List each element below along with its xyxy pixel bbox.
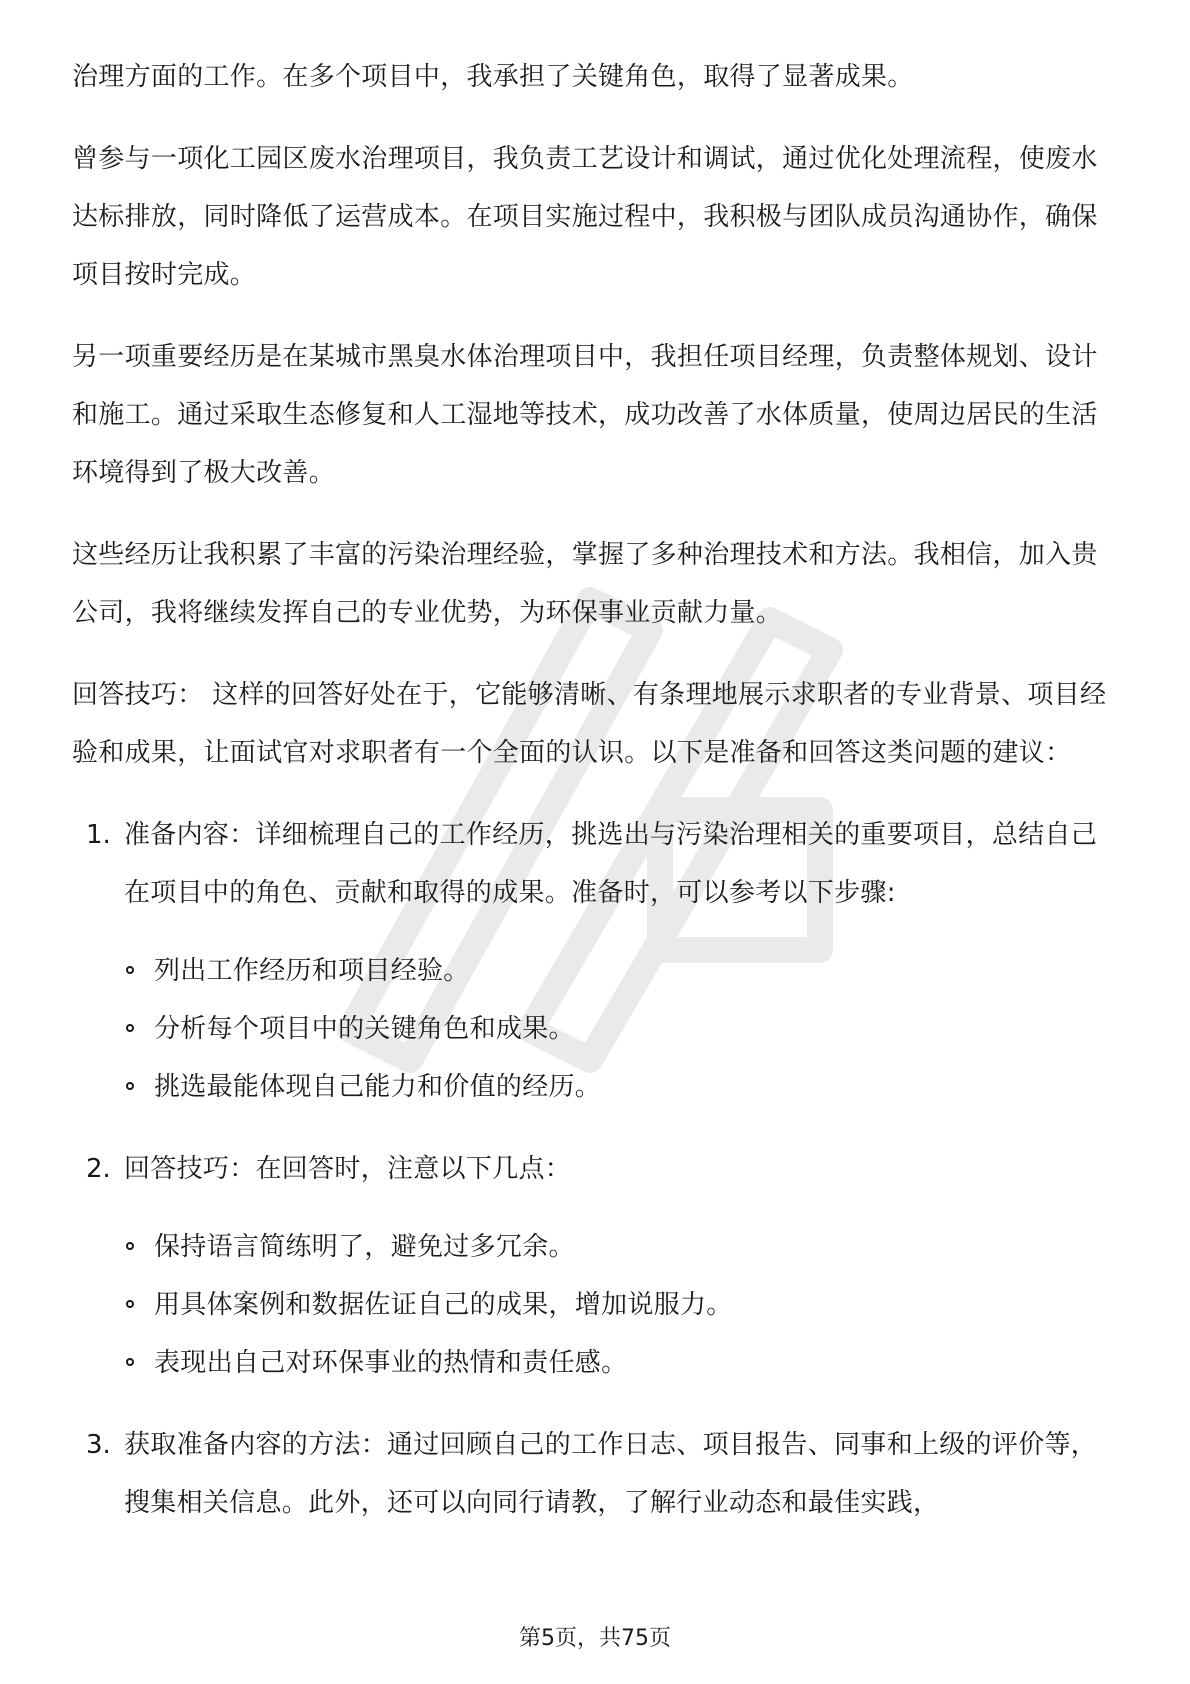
list-item	[72, 806, 1118, 1116]
paragraph: 曾参与一项化工园区废水治理项目，我负责工艺设计和调试，通过优化处理流程，使废水达标排放，同时降低了运营成本。在项目实施过程中，我积极与团队成员沟通协作，确保项目按时完成。	[72, 144, 1098, 290]
circle-bullet-icon	[126, 966, 134, 974]
sub-list	[124, 942, 1118, 1116]
list-item	[72, 1416, 1118, 1532]
sub-list-item	[124, 942, 1118, 1000]
list-number: 3.	[86, 1430, 111, 1460]
paragraph: 另一项重要经历是在某城市黑臭水体治理项目中，我担任项目经理，负责整体规划、设计和施工。通过采取生态修复和人工湿地等技术，成功改善了水体质量，使周边居民的生活环境得到了极大改善。	[72, 342, 1098, 488]
list-number: 1.	[86, 820, 111, 850]
list-item-text: 准备内容：详细梳理自己的工作经历，挑选出与污染治理相关的重要项目，总结自己在项目中的角色、贡献和取得的成果。准备时，可以参考以下步骤:	[124, 820, 1098, 908]
circle-bullet-icon	[126, 1358, 134, 1366]
circle-bullet-icon	[126, 1300, 134, 1308]
sub-list-item-text: 保持语言简练明了，避免过多冗余。	[154, 1232, 575, 1262]
paragraph: 这些经历让我积累了丰富的污染治理经验，掌握了多种治理技术和方法。我相信，加入贵公司，我将继续发挥自己的专业优势，为环保事业贡献力量。	[72, 540, 1098, 628]
document-body	[72, 48, 1118, 1532]
page-footer: 第5页，共75页	[519, 1626, 671, 1651]
sub-list	[124, 1218, 1118, 1392]
list-item-text: 回答技巧：在回答时，注意以下几点：	[124, 1154, 572, 1184]
sub-list-item	[124, 1218, 1118, 1276]
sub-list-item	[124, 1276, 1118, 1334]
sub-list-item-text: 列出工作经历和项目经验。	[154, 956, 470, 986]
sub-list-item	[124, 1334, 1118, 1392]
sub-list-item	[124, 1000, 1118, 1058]
ordered-list	[72, 806, 1118, 1532]
paragraph: 回答技巧： 这样的回答好处在于，它能够清晰、有条理地展示求职者的专业背景、项目经验和成果，让面试官对求职者有一个全面的认识。以下是准备和回答这类问题的建议：	[72, 680, 1107, 768]
list-number: 2.	[86, 1154, 111, 1184]
list-item-text: 获取准备内容的方法：通过回顾自己的工作日志、项目报告、同事和上级的评价等，搜集相关信息。此外，还可以向同行请教，了解行业动态和最佳实践，	[124, 1430, 1098, 1518]
sub-list-item	[124, 1058, 1118, 1116]
sub-list-item-text: 分析每个项目中的关键角色和成果。	[154, 1014, 575, 1044]
sub-list-item-text: 挑选最能体现自己能力和价值的经历。	[154, 1072, 602, 1102]
circle-bullet-icon	[126, 1242, 134, 1250]
sub-list-item-text: 表现出自己对环保事业的热情和责任感。	[154, 1348, 628, 1378]
sub-list-item-text: 用具体案例和数据佐证自己的成果，增加说服力。	[154, 1290, 733, 1320]
circle-bullet-icon	[126, 1024, 134, 1032]
list-item	[72, 1140, 1118, 1392]
paragraph: 治理方面的工作。在多个项目中，我承担了关键角色，取得了显著成果。	[72, 62, 914, 92]
circle-bullet-icon	[126, 1082, 134, 1090]
